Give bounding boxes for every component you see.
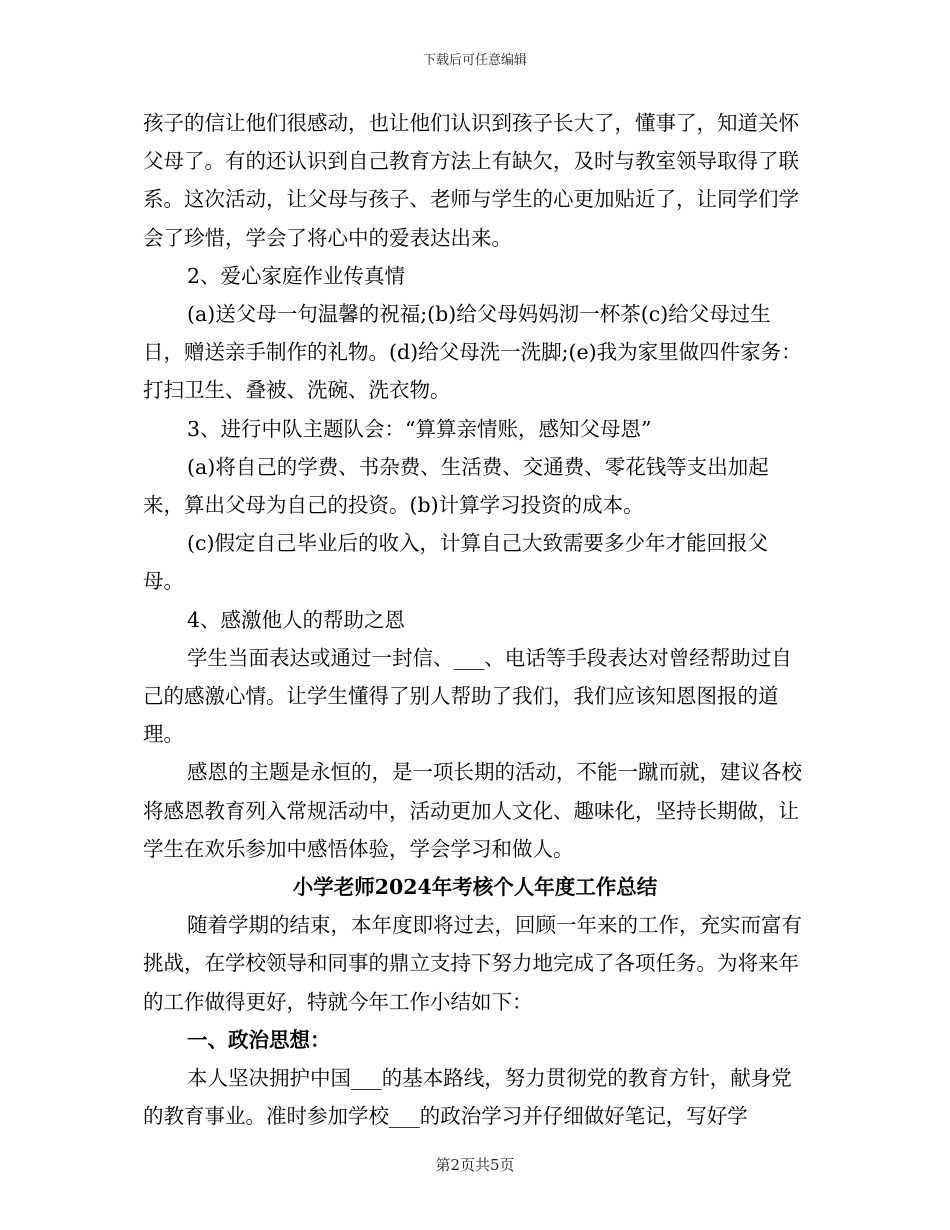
section-item-4: 4、感激他人的帮助之恩 xyxy=(187,607,406,632)
page-header xyxy=(0,53,950,69)
section-heading-politics: 一、政治思想： xyxy=(187,1027,331,1052)
paragraph-intro: 随着学期的结束，本年度即将过去，回顾一年来的工作，充实而富有挑战，在学校领导和同事的鼎立支持下努力地完成了各项任务。为将来年的工作做得更好，特就今年工作小结如下： xyxy=(143,913,802,1014)
paragraph-thank-others: 学生当面表达或通过一封信、___、电话等手段表达对曾经帮助过自己的感激心情。让学生懂得了别人帮助了我们，我们应该知恩图报的道理。 xyxy=(143,645,792,747)
header-note: 下载后可任意编辑 xyxy=(422,53,527,68)
paragraph-letter-effect: 孩子的信让他们很感动，也让他们认识到孩子长大了，懂事了，知道关怀父母了。有的还认识到自己教育方法上有缺欠，及时与教室领导取得了联系。这次活动，让父母与孩子、老师与学生的心更加贴近了，让同学们学会了珍惜，学会了将心中的爱表达出来。 xyxy=(143,111,799,250)
paragraph-politics: 本人坚决拥护中国___的基本路线，努力贯彻党的教育方针，献身党的教育事业。准时参加学校___的政治学习并仔细做好笔记，写好学 xyxy=(143,1066,792,1129)
paragraph-calc-investment: (a)将自己的学费、书杂费、生活费、交通费、零花钱等支出加起来，算出父母为自己的投资。(b)计算学习投资的成本。 xyxy=(143,454,769,518)
paragraph-conclusion: 感恩的主题是永恒的，是一项长期的活动，不能一蹴而就，建议各校将感恩教育列入常规活动中，活动更加人文化、趣味化，坚持长期做，让学生在欢乐参加中感悟体验，学会学习和做人。 xyxy=(143,760,802,861)
section-item-2: 2、爱心家庭作业传真情 xyxy=(187,263,406,288)
document-title: 小学老师2024年考核个人年度工作总结 xyxy=(292,875,658,900)
section-item-3: 3、进行中队主题队会：“算算亲情账，感知父母恩” xyxy=(187,416,652,441)
page-number: 第2页共5页 xyxy=(435,1156,515,1174)
paragraph-homework-list: (a)送父母一句温馨的祝福;(b)给父母妈妈沏一杯茶(c)给父母过生日，赠送亲手制作的礼物。(d)给父母洗一洗脚;(e)我为家里做四件家务：打扫卫生、叠被、洗碗、洗衣物。 xyxy=(143,302,802,403)
paragraph-calc-return: (c)假定自己毕业后的收入，计算自己大致需要多少年才能回报父母。 xyxy=(143,531,768,594)
page-footer xyxy=(0,1156,950,1174)
document-body xyxy=(143,104,807,1135)
